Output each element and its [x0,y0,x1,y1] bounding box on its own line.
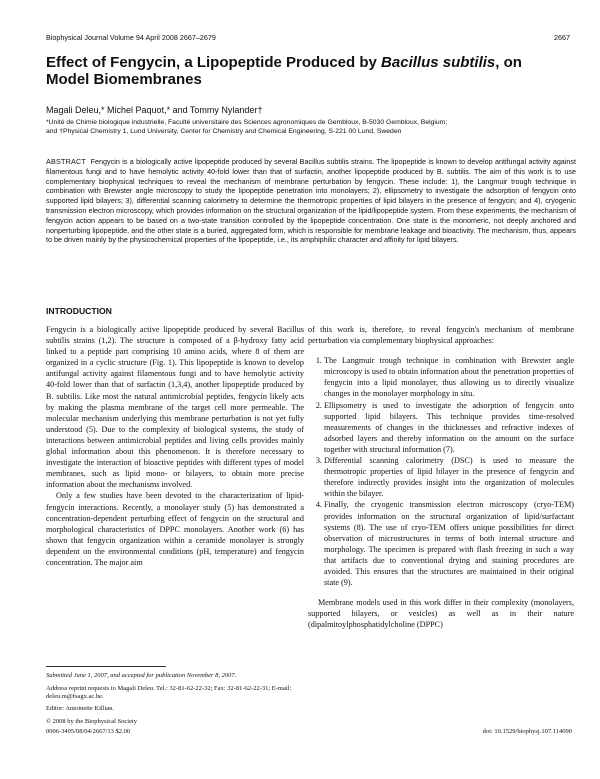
abstract-text: Fengycin is a biologically active lipopeptide produced by several Bacillus subtilis strains. The lipopeptide is known to develop antifungal activity against filamentous fungi and to have hemolytic activity 40-fold lower than that of surfactin, another lipopeptide produced by B. subtilis. The aim of this work is to use complementary biophysical techniques to reveal the mechanism of membrane perturbation by fengycin. These include: 1), the Langmuir trough technique in combination with Brewster angle microscopy to study the lipopeptide penetration into monolayers; 2), ellipsometry to investigate the adsorption of fengycin onto supported lipid bilayers; 3), differential scanning calorimetry to determine the thermotropic properties of lipid bilayers in the presence of fengycin; and 4), cryogenic transmission electron microscopy, which provides information on the structural organization of the lipid/lipopeptide system. From these experiments, the mechanism of fengycin action appears to be based on a two-state transition controlled by the lipopeptide concentration. One state is the monomeric, not deeply anchored and nonperturbing lipopeptide, and the other state is a buried, aggregated form, which is responsible for membrane leakage and bioactivity. The mechanism, thus, appears to be driven mainly by the physicochemical properties of the lipopeptide, i.e., its amphiphilic character and affinity for lipid bilayers. [46,157,576,245]
affiliation-line-2: and †Physical Chemistry 1, Lund University, Center for Chemistry and Chemical Engineering, S-221 00 Lund, Sweden [46,127,402,135]
author-list: Magali Deleu,* Michel Paquot,* and Tommy Nylander† [46,105,263,115]
approach-list [308,355,574,588]
affiliations [46,119,576,136]
footnote-copyright: © 2008 by the Biophysical Society [46,718,138,725]
list-item: 3. Differential scanning calorimetry (DSC) is used to measure the thermotropic properties of lipid bilayer in the presence of fengycin and therefore indirectly provides insight into the organization of molecules within the bilayer. [324,455,574,499]
abstract-label: ABSTRACT [46,157,86,166]
list-item: 4. Finally, the cryogenic transmission electron microscopy (cryo-TEM) provides information on the structural organization of lipid/surfactant systems (8). The use of cryo-TEM offers unique possibilities for direct observation of microstructures in terms of both internal structure and morphology. The specimen is prepared with flash freezing in such a way that artifacts due to conventional drying and staining procedures are avoided. This ensures that the structures are maintained in their original state (9). [324,499,574,588]
intro-paragraph-3: of this work is, therefore, to reveal fengycin's mechanism of membrane perturbation via complementary biophysical approaches: [308,325,574,346]
section-heading-introduction: INTRODUCTION [46,306,112,316]
intro-paragraph-4: Membrane models used in this work differ in their complexity (monolayers, supported bilayers, or vesicles) as well as in their nature (dipalmitoylphosphatidylcholine (DPPC) [308,598,574,630]
footnote-address: Address reprint requests to Magali Deleu. Tel.: 32-81-62-22-32; Fax: 32-81-62-22-31; E-mail: deleu.m@fsagx.ac.be. [46,685,292,701]
list-item: 1. The Langmuir trough technique in combination with Brewster angle microscopy is used to obtain information about the penetration properties of fengycin into a lipid monolayer, thus allowing us to directly visualize changes in the monolayer morphology in situ. [324,355,574,399]
intro-paragraph-1: Fengycin is a biologically active lipopeptide produced by several Bacillus subtilis strains (1,2). The structure is composed of a β-hydroxy fatty acid linked to a peptide part comprising 10 amino acids, where 8 of them are organized in a cyclic structure (Fig. 1). This lipopeptide is known to develop antifungal activity against filamentous fungi and to have hemolytic activity 40-fold lower than that of surfactin (1,3,4), another lipopeptide produced by B. subtilis. Like most the natural antimicrobial peptides, fengycin likely acts by making the plasma membrane of the target cell more permeable. The molecular mechanism underlying this membrane perturbation is not yet fully understood (5). Due to the complexity of biological systems, the study of interactions between antimicrobial peptides and living cells provides mainly global information about this phenomenon. It is therefore necessary to investigate the interaction of bioactive peptides with different types of model membranes, such as lipid mono- or bilayers, to obtain more precise information about the mechanisms involved. [46,325,304,490]
intro-paragraph-2: Only a few studies have been devoted to the characterization of lipid-fengycin interactions. Recently, a monolayer study (5) has demonstrated a concentration-dependent perturbing effect of fengycin on the structural and morphological characteristics of DPPC monolayers. Another work (6) has shown that fengycin organization within a ceramide monolayer is strongly dependent on the environmental conditions (pH, temperature) and fengycin concentration. The major aim [46,491,304,567]
title-part-2: , on Model Biomembranes [46,54,522,88]
affiliation-line-1: *Unité de Chimie biologique industrielle, Faculté universitaire des Sciences agronomiques de Gembloux, B-5030 Gembloux, Belgium; [46,119,448,126]
abstract [46,157,576,245]
title-part-1: Effect of Fengycin, a Lipopeptide Produced by [46,54,382,71]
footnote-editor: Editor: Antoinette Killian. [46,705,115,712]
footnote-divider [46,666,166,667]
page-number: 2667 [554,33,570,42]
doi: doi: 10.1529/biophysj.107.114090 [482,728,572,735]
list-item: 2. Ellipsometry is used to investigate the adsorption of fengycin onto supported lipid bilayers. This technique provides time-resolved measurements of changes in the thicknesses and refractive indexes of adsorbed layers and thereby information on the amount on the surface together with structural information (7). [324,400,574,455]
footnote-submitted: Submitted June 1, 2007, and accepted for publication November 8, 2007. [46,672,237,679]
article-title [46,54,566,88]
journal-citation: Biophysical Journal Volume 94 April 2008 2667–2679 [46,33,216,42]
right-column [308,324,574,630]
title-species: Bacillus subtilis [381,54,496,71]
left-column [46,324,304,568]
footnote-issn: 0006-3495/08/04/2667/13 $2.00 [46,728,131,735]
